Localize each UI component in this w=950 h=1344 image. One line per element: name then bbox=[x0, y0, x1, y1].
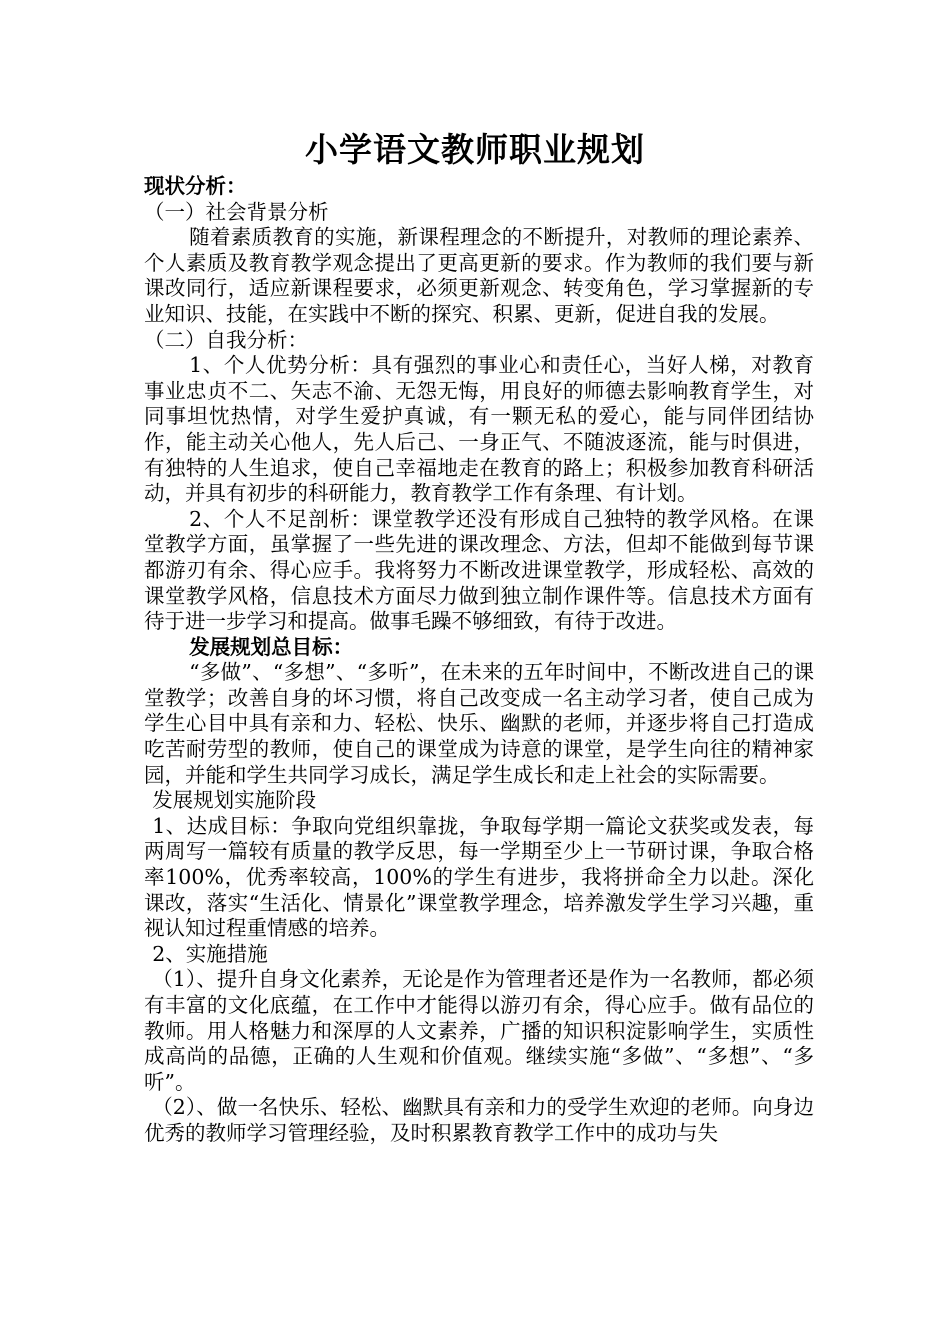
paragraph-weaknesses: 2、个人不足剖析：课堂教学还没有形成自己独特的教学风格。在课堂教学方面，虽掌握了一些先进的课改理念、方法，但却不能做到每节课都游刃有余、得心应手。我将努力不断改进课堂教学，形成轻松、高效的课堂教学风格，信息技术方面尽力做到独立制作课件等。信息技术方面有待于进一步学习和提高。做事毛躁不够细致，有待于改进。 bbox=[144, 506, 814, 634]
paragraph-targets: 1、达成目标：争取向党组织靠拢，争取每学期一篇论文获奖或发表，每两周写一篇较有质量的教学反思，每一学期至少上一节研讨课，争取合格率100%，优秀率较高，100%的学生有进步，我将拼命全力以赴。深化课改，落实“生活化、情景化”课堂教学理念，培养激发学生学习兴趣，重视认知过程重情感的培养。 bbox=[144, 813, 814, 941]
paragraph-measure-1: （1）、提升自身文化素养，无论是作为管理者还是作为一名教师，都必须有丰富的文化底蕴，在工作中才能得以游刃有余，得心应手。做有品位的教师。用人格魅力和深厚的人文素养，广播的知识积淀影响学生，实质性成高尚的品德，正确的人生观和价值观。继续实施“多做”、“多想”、“多听”。 bbox=[144, 967, 814, 1094]
section-heading-status: 现状分析： bbox=[144, 174, 247, 198]
paragraph-goal: “多做”、“多想”、“多听”，在未来的五年时间中，不断改进自己的课堂教学；改善自身的坏习惯，将自己改变成一名主动学习者，使自己成为学生心目中具有亲和力、轻松、快乐、幽默的老师，并逐步将自己打造成吃苦耐劳型的教师，使自己的课堂成为诗意的课堂，是学生向往的精神家园，并能和学生共同学习成长，满足学生成长和走上社会的实际需要。 bbox=[144, 660, 814, 787]
paragraph-measure-2: （2）、做一名快乐、轻松、幽默具有亲和力的受学生欢迎的老师。向身边优秀的教师学习管理经验，及时积累教育教学工作中的成功与失 bbox=[144, 1095, 814, 1145]
document-title: 小学语文教师职业规划 bbox=[305, 130, 645, 169]
subheading-measures: 2、实施措施 bbox=[152, 941, 268, 966]
paragraph-strengths: 1、个人优势分析：具有强烈的事业心和责任心，当好人梯，对教育事业忠贞不二、矢志不渝、无怨无悔，用良好的师德去影响教育学生，对同事坦忱热情，对学生爱护真诚，有一颗无私的爱心，能与同伴团结协作，能主动关心他人，先人后己、一身正气、不随波逐流，能与时俱进，有独特的人生追求，使自己幸福地走在教育的路上；积极参加教育科研活动，并具有初步的科研能力，教育教学工作有条理、有计划。 bbox=[144, 353, 814, 506]
section-heading-goal: 发展规划总目标： bbox=[189, 634, 354, 659]
subheading-social-background: （一）社会背景分析 bbox=[144, 199, 329, 224]
subheading-implementation: 发展规划实施阶段 bbox=[152, 788, 317, 813]
document-body bbox=[144, 174, 814, 1147]
paragraph-social-background: 随着素质教育的实施，新课程理念的不断提升，对教师的理论素养、个人素质及教育教学观念提出了更高更新的要求。作为教师的我们要与新课改同行，适应新课程要求，必须更新观念、转变角色，学习掌握新的专业知识、技能，在实践中不断的探究、积累、更新，促进自我的发展。 bbox=[144, 225, 814, 326]
subheading-self-analysis: （二）自我分析： bbox=[144, 327, 308, 352]
